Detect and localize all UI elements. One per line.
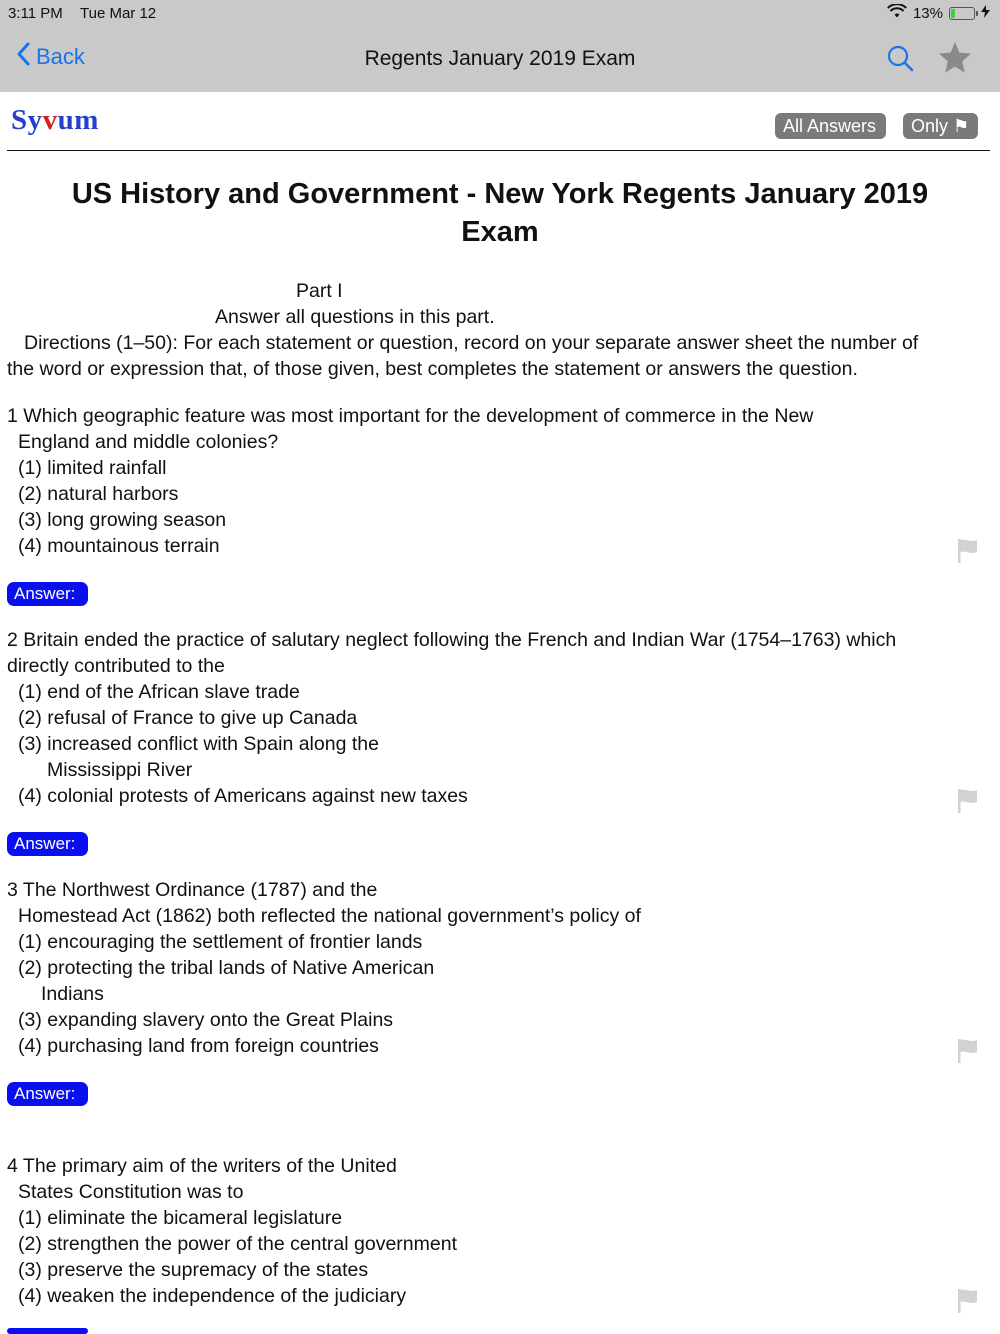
back-label: Back — [36, 44, 85, 69]
question-3-text: 3 The Northwest Ordinance (1787) and the — [7, 879, 378, 901]
question-4-text: 4 The primary aim of the writers of the United — [7, 1155, 397, 1177]
charging-icon — [981, 5, 990, 22]
divider — [7, 150, 990, 151]
question-1-text-cont: England and middle colonies? — [18, 431, 279, 453]
question-1-option-1: (1) limited rainfall — [18, 457, 167, 479]
question-1-text: 1 Which geographic feature was most important for the development of commerce in the New — [7, 405, 814, 427]
flag-icon[interactable] — [957, 538, 979, 569]
syvum-logo: Syvum — [11, 104, 99, 136]
question-2-option-3: (3) increased conflict with Spain along the — [18, 733, 379, 755]
question-3-text-cont: Homestead Act (1862) both reflected the national government’s policy of — [18, 905, 641, 927]
exam-title-line1: US History and Government - New York Regents January 2019 — [71, 178, 929, 210]
exam-title-line2: Exam — [461, 216, 539, 248]
top-bar — [0, 0, 1000, 92]
question-2-option-1: (1) end of the African slave trade — [18, 681, 300, 703]
nav-bar — [0, 28, 1000, 92]
question-4-option-2: (2) strengthen the power of the central government — [18, 1233, 457, 1255]
flag-icon[interactable] — [957, 788, 979, 819]
question-2-option-4: (4) colonial protests of Americans against new taxes — [18, 785, 468, 807]
all-answers-button[interactable]: All Answers — [775, 113, 886, 139]
answer-button[interactable]: Answer: — [7, 832, 88, 856]
part-heading: Part I — [296, 280, 343, 302]
question-3-option-3: (3) expanding slavery onto the Great Plains — [18, 1009, 394, 1031]
question-4-option-3: (3) preserve the supremacy of the states — [18, 1259, 369, 1281]
page-title: Regents January 2019 Exam — [364, 47, 636, 70]
question-3-option-2: (2) protecting the tribal lands of Native American — [18, 957, 435, 979]
star-icon[interactable] — [937, 40, 973, 81]
question-2-text-cont: directly contributed to the — [7, 655, 225, 677]
question-2-text: 2 Britain ended the practice of salutary neglect following the French and Indian War (1754–1763) which — [7, 629, 897, 651]
directions-line-2: the word or expression that, of those given, best completes the statement or answers the question. — [7, 358, 858, 380]
question-2-option-2: (2) refusal of France to give up Canada — [18, 707, 358, 729]
question-3-option-2-cont: Indians — [41, 983, 104, 1005]
directions-line-1: Directions (1–50): For each statement or question, record on your separate answer sheet the number of — [24, 332, 919, 354]
question-3-option-1: (1) encouraging the settlement of frontier lands — [18, 931, 423, 953]
search-icon[interactable] — [886, 44, 916, 79]
question-1-option-3: (3) long growing season — [18, 509, 227, 531]
battery-icon — [949, 7, 975, 20]
status-time: 3:11 PM — [8, 5, 63, 22]
answer-button[interactable]: Answer: — [7, 1082, 88, 1106]
wifi-icon — [887, 4, 907, 23]
status-date: Tue Mar 12 — [80, 5, 157, 22]
question-3-option-4: (4) purchasing land from foreign countries — [18, 1035, 379, 1057]
exam-title — [20, 175, 980, 251]
status-right — [887, 4, 990, 23]
answer-button[interactable] — [7, 1328, 88, 1334]
question-1-option-4: (4) mountainous terrain — [18, 535, 220, 557]
question-1-option-2: (2) natural harbors — [18, 483, 179, 505]
question-4-option-4: (4) weaken the independence of the judiciary — [18, 1285, 407, 1307]
battery-percent: 13% — [912, 5, 943, 22]
part-instruction: Answer all questions in this part. — [215, 306, 495, 328]
answer-button[interactable]: Answer: — [7, 582, 88, 606]
status-bar — [0, 0, 1000, 28]
only-flagged-button[interactable]: Only ⚑ — [903, 113, 978, 139]
flag-icon[interactable] — [957, 1038, 979, 1069]
question-2-option-3-cont: Mississippi River — [47, 759, 193, 781]
flag-icon[interactable] — [957, 1288, 979, 1319]
question-4-text-cont: States Constitution was to — [18, 1181, 244, 1203]
question-4-option-1: (1) eliminate the bicameral legislature — [18, 1207, 343, 1229]
